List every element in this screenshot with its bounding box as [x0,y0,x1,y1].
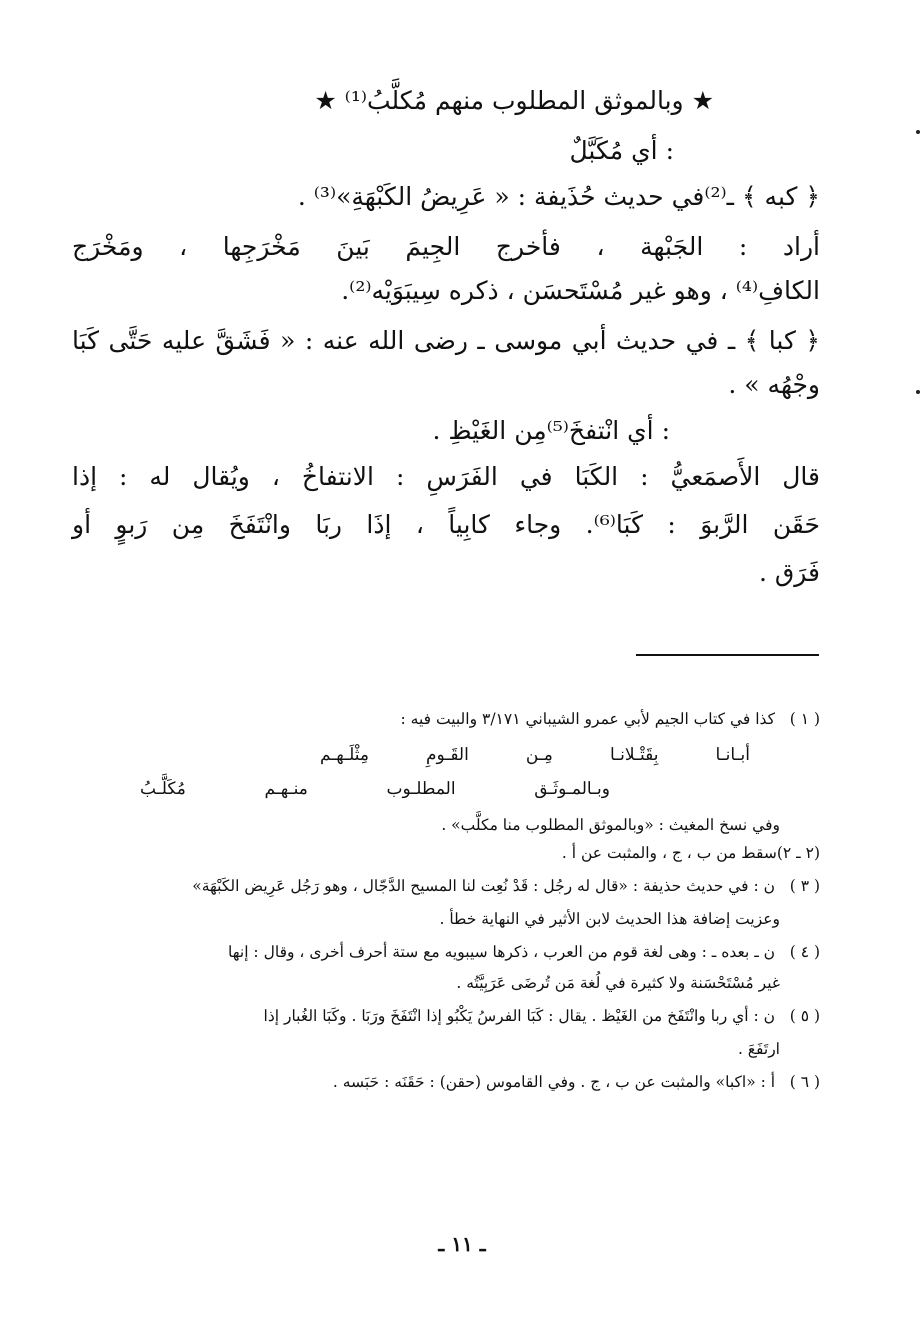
poem-line-1 [320,742,750,768]
entry-kabh: ﴿ كبه ﴾ ـ⁽²⁾في حديث حُذَيفة : « عَرِيضُ الكَبْهَةِ»⁽³⁾ . [297,182,820,211]
poem-word: المطلـوب [386,779,456,799]
poem-word: مُكَلَّـبُ [140,779,186,799]
gloss-line: : أي مُكَبَّلٌ [569,136,674,165]
footnote-number: ( ١ ) [789,710,820,728]
body-line: أراد : الجَبْهة ، فأخرج الجِيمَ بَينَ مَخْرَجِها ، ومَخْرَج [72,232,820,261]
footnote-text: أ : «اكبا» والمثبت عن ب ، ج . وفي القاموس (حقن) : حَقَنَه : حَبَسه . [332,1073,776,1091]
footnote-number: ( ٤ ) [789,943,820,961]
footnote-number: ( ٣ ) [789,877,820,895]
body-line: وجْهُه » . [728,370,820,399]
footnote-2: (٢ ـ ٢)سقط من ب ، ج ، والمثبت عن أ . [561,844,820,862]
entry-kaba: ﴿ كبا ﴾ ـ في حديث أبي موسى ـ رضى الله عنه : « فَشَقَّ عليه حَتَّى كَبَا [72,326,820,355]
poem-word: مِـن [525,745,553,765]
footnote-number: ( ٥ ) [789,1007,820,1025]
footnote-1-cont: وفي نسخ المغيث : «وبالموثق المطلوب منا مكلَّب» . [441,816,780,834]
gloss-line: : أي انْتفخَ⁽⁵⁾مِن الغَيْظِ . [432,416,670,445]
footnote-4-cont: غير مُسْتَحْسَنة ولا كثيرة في لُغة مَن تُرضَى عَرَبِيَّتُه . [456,974,780,992]
footnote-separator [636,654,819,656]
footnote-4 [228,939,820,965]
scan-speck [916,130,920,134]
body-line: حَقَن الرَّبوَ : كَبَا⁽⁶⁾. وجاء كابِياً ، إذَا ربَا وانْتَفَخَ مِن رَبوٍ أو [72,510,820,539]
poem-word: وبـالمـوثَـق [534,779,610,799]
footnote-5 [264,1003,820,1029]
page-number: ـ ١١ ـ [438,1232,486,1256]
footnote-text: ن : أي ربا وانْتَفَخ من الغَيْظ . يقال : كَبَا الفرسُ يَكْبُو إذا انْتَفَخَ ورَبَا . وكَبَا الغُبار إذا [263,1007,776,1025]
footnote-text: ن ـ بعده ـ : وهى لغة قوم من العرب ، ذكرها سيبويه مع ستة أحرف أخرى ، وقال : إنها [228,943,776,961]
poem-word: أبـانـا [715,745,750,765]
footnote-3-cont: وعزيت إضافة هذا الحديث لابن الأثير في النهاية خطأ . [439,910,780,928]
footnote-6 [333,1069,820,1095]
footnote-3 [192,873,820,899]
poem-word: مِثْلَـهـم [320,745,369,765]
body-line: فَرَق . [758,558,820,587]
verse-heading: ★ وبالموثق المطلوب منهم مُكلَّبُ⁽¹⁾ ★ [314,86,714,115]
footnote-1 [401,706,821,732]
body-line: قال الأَصمَعيُّ : الكَبَا في الفَرَسِ : الانتفاخُ ، ويُقال له : إذا [72,462,820,491]
footnote-text: كذا في كتاب الجيم لأبي عمرو الشيباني ٣/١٧١ والبيت فيه : [400,710,776,728]
poem-word: بِقَتْـلانـا [609,745,659,765]
poem-line-2 [140,776,610,802]
scan-speck [916,390,920,394]
poem-word: منـهـم [264,779,308,799]
footnote-text: ن : في حديث حذيفة : «قال له رجُل : قَدْ نُعِت لنا المسيح الدَّجّال ، وهو رَجُل عَرِيض الكَبْهَة» [192,877,776,895]
footnote-5-cont: ارتَفَعَ . [737,1040,780,1058]
body-line: الكافِ⁽⁴⁾ ، وهو غير مُسْتَحسَن ، ذكره سِيبَوَيْه⁽²⁾. [341,276,820,305]
poem-word: القَـومِ [426,745,469,765]
footnote-number: ( ٦ ) [789,1073,820,1091]
